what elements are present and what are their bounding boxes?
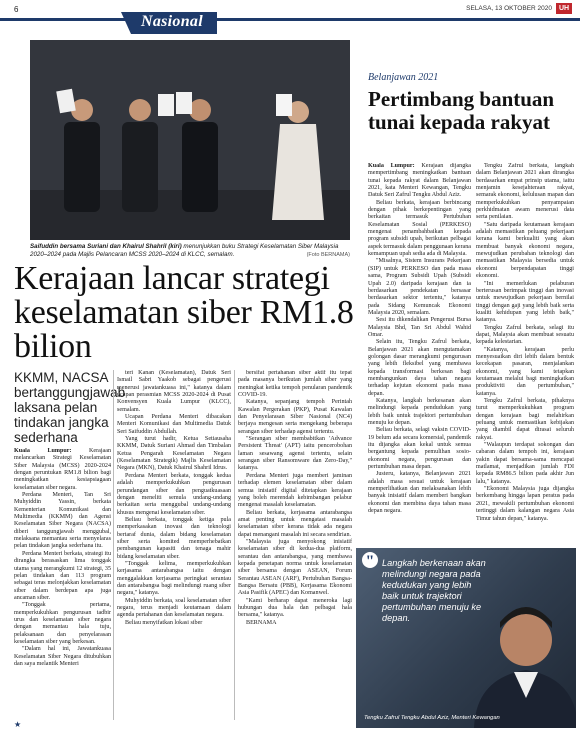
paragraph-text: "Katanya, kerajaan perlu menyesuaikan diri lebih dalam bentuk kecekapan pasaran, menjalankan ekonomi, yang kami tetapkan keutamaan melalui bagi meningkatkan produktiviti dan pertumbuhan," katanya. xyxy=(476,346,574,397)
paragraph-text: Muhyiddin berkata, soal keselamatan siber negara, terus menjadi keutamaan dalam agenda pertahanan dan keselamatan negara. xyxy=(117,597,231,619)
article-paragraph xyxy=(476,163,574,222)
paragraph-text: Perdana Menteri juga memberi jaminan terhadap elemen keselamatan siber dalam semua inisiatif digital ditetapkan kerajaan yang boleh merendah kebimbangan pelabur mengenai masalah keselamatan. xyxy=(238,472,352,509)
article-paragraph xyxy=(238,510,352,539)
caption-text: menunjukkan buku Strategi Keselamatan Siber Malaysia 2020–2024 pada Majlis Pelancaran MCSS 2020–2024 di KLCC, semalam. xyxy=(30,243,339,258)
paragraph-text: Yang turut hadir, Ketua Setiausaha KKMM, Datuk Suriani Ahmad dan Timbalan Ketua Pengarah Keselamatan Negara (Keselamatan Strategik) Majlis Keselamatan Negara (MKN), Datuk Khairul Shahril Idrus. xyxy=(117,436,231,472)
paragraph-text: "Ekonomi Malaysia juga dijangka berkembang hingga lapan peratus pada 2021, mewakili pertumbuhan ekonomi tertinggi dalam kalangan negara Asia Timur tahun depan," katanya. xyxy=(476,486,574,522)
caption-bold: Saifuddin bersama Suriani dan Khairul Shahril (kiri) xyxy=(30,243,182,250)
paragraph-text: Kerajaan dijangka mempertimbang meningkatkan bantuan tunai kepada rakyat dalam Belanjawan 2021, kata Menteri Kewangan, Tengku Datuk Seri Zafrul Tengku Abdul Aziz. xyxy=(368,163,471,199)
article-paragraph xyxy=(238,598,352,620)
paragraph-text: "Serangan siber membabitkan 'Advance Persistent Threat' (APT) iaitu pencerobohan laman sesawang agensi tertentu, selain serangan siber Ransomware dan Zero-Day," katanya. xyxy=(238,436,352,472)
side-column-d xyxy=(368,163,471,539)
article-paragraph xyxy=(368,317,471,339)
paragraph-text: bersifat pertahanan siber aktif itu tepat pada masanya berikutan jumlah siber yang meningkat ketika tempoh penularan pandemik COVID-19. xyxy=(238,370,352,399)
article-paragraph xyxy=(476,398,574,442)
side-photo xyxy=(356,548,576,728)
article-paragraph xyxy=(117,620,231,627)
paragraph-text: Beliau berkata, kerjasama antarabangsa amat penting untuk mengatasi masalah keselamatan siber kerana tidak ada negara dapat menangani masalah ini secara sendirian. xyxy=(238,509,352,538)
side-kicker: Belanjawan 2021 xyxy=(368,72,439,83)
main-column-a xyxy=(14,448,111,718)
quote-icon: " xyxy=(362,552,378,568)
logo-badge: UH xyxy=(556,3,572,14)
paragraph-text: teri Kanan (Keselamatan), Datuk Seri Ismail Sabri Yaakob sebagai pengerusi menerusi jawatankuasa ini," katanya dalam ucapan perasmian MCSS 2020-2024 di Pusat Konvensyen Kuala Lumpur (KLCC), semalam. xyxy=(117,370,231,413)
paragraph-text: Kerajaan melancarkan Strategi Keselamatan Siber Malaysia (MCSS) 2020-2024 dengan peruntukan RM1.8 bilion bagi meningkatkan kesiapsiagaan keselamatan siber negara. xyxy=(14,448,111,491)
side-column-e xyxy=(476,163,574,539)
paragraph-text: Tengku Zafrul berkata, langkah dalam Belanjawan 2021 akan dirangka berdasarkan empat prinsip utama, iaitu menjamin kesejahteraan rakyat, semarak ekonomi, kelulusan mapan dan memperkukuhkan penyampaian perkhidmatan awam menerusi data serta penilaian. xyxy=(476,163,574,221)
column-rule xyxy=(113,370,114,720)
paragraph-text: "Walaupun terdapat sokongan dan cabaran dalam tempoh ini, kerajaan yakin dapat bersama-sama mencapai matlamat, menjadikan jumlah FDI kepada RM86.5 bilion pada akhir Jun lalu," katanya. xyxy=(476,442,574,485)
paragraph-text: Tengku Zafrul berkata, selagi itu dapat, Malaysia akan membuat sesuatu kepada kelestarian. xyxy=(476,324,574,346)
article-paragraph xyxy=(14,448,111,492)
article-paragraph xyxy=(238,473,352,510)
article-paragraph xyxy=(476,442,574,486)
photo-credit: (Foto BERNAMA) xyxy=(306,252,350,258)
paragraph-text: Katanya, langkah berkesanan akan melindungi kepada pendudukan yang lebih baik untuk trajektori pertumbuhan menuju ke depan. xyxy=(368,398,471,427)
article-paragraph xyxy=(14,602,111,646)
section-tab: Nasional xyxy=(131,12,217,34)
article-paragraph xyxy=(476,222,574,281)
paragraph-text: "Kami berharap dapat meneroka lagi hubungan dua hala dan pelbagai hala bersama," katanya. xyxy=(238,597,352,619)
paragraph-text: "Satu daripada keutamaan kerajaan adalah memastikan peluang pekerjaan kerana kami berkualiti yang akan membuat banyak ekonomi negara, mewujudkan perubahan teknologi dan memastikan Malaysia bersedia untuk ekonomi berpendapatan tinggi ekonomi. xyxy=(476,221,574,280)
paragraph-text: "Tonggak pertama, memperkukuhkan pengurusan tadbir urus dan keselamatan siber negara dengan memantau hala tuju, pelaksanaan dan penyelarasan keselamatan siber yang berkesan. xyxy=(14,602,111,645)
article-paragraph xyxy=(368,339,471,398)
page-number: 6 xyxy=(14,5,19,14)
paragraph-text: "Tonggak kelima, memperkukuhkan kerjasama antarabangsa iaitu dengan menggalakkan kerjasama peringkat serantau dan antarabangsa bagi melindungi ruang siber negara," katanya. xyxy=(117,560,231,597)
article-paragraph xyxy=(238,370,352,399)
paragraph-text: Perdana Menteri berkata, strategi itu dirangka berasaskan lima tonggak utama yang merangkumi 12 strategi, 35 pelan tindakan dan 113 program sebagai teras melonjakkan keselamatan siber dalam berdepan apa juga ancaman siber. xyxy=(14,550,111,601)
article-paragraph xyxy=(117,414,231,436)
article-paragraph xyxy=(368,398,471,427)
article-paragraph xyxy=(14,492,111,551)
article-paragraph xyxy=(117,598,231,620)
article-paragraph xyxy=(117,473,231,517)
main-headline: Kerajaan lancar strategi keselamatan siber RM1.8 bilion xyxy=(14,260,354,365)
paragraph-text: Sesi itu dikendalikan Pengerusi Bursa Malaysia Bhd, Tan Sri Abdul Wahid Omar. xyxy=(368,317,471,338)
article-paragraph xyxy=(476,281,574,325)
paragraph-text: Justeru, katanya, Belanjawan 2021 adalah masa sesuai untuk kerajaan memperlihatkan dan melaksanakan lebih banyak inisiatif dalam memberi bangkan ekonomi dan membina daya tahan masa depan negara. xyxy=(368,471,471,515)
article-paragraph xyxy=(368,200,471,259)
main-subhead: KKMM, NACSA bertanggungjawab laksana pelan tindakan jangka sederhana xyxy=(14,370,126,445)
paragraph-text: "Misalnya, Sistem Insurans Pekerjaan (SIP) untuk PERKESO dan pada masa sama, Program Subsidi Upah (Subsidi Upah 2.0) daripada kerajaan dan ia berdasarkan pendekatan bersasar berdasarkan sektor tertentu," katanya pada Sidang Kemuncak Ekonomi Malaysia 2020, semalam. xyxy=(368,258,471,316)
paragraph-text: Katanya, sepanjang tempoh Perintah Kawalan Pergerakan (PKP), Pusat Kawalan dan Penyelarasan Siber Nasional (NC4) berjaya mengesan serta mengekang beberapa serangan siber terhadap agensi tertentu. xyxy=(238,399,352,435)
paragraph-text: "Malaysia juga menyokong inisiatif keselamatan siber di kedua-dua platform, serantau dan antarabangsa, yang membawa kepada penetapan norma untuk keselamatan siber bersama dengan ASEAN, Forum Serantau ASEAN (ARF), Pertubuhan Bangsa-Bangsa Bersatu (PBB), Kerjasama Ekonomi Asia Pasifik (APEC) dan Komanwel. xyxy=(238,538,352,597)
article-paragraph xyxy=(117,561,231,598)
article-paragraph xyxy=(476,325,574,347)
article-paragraph xyxy=(238,436,352,473)
article-paragraph xyxy=(238,539,352,598)
paragraph-text: "Ini memerlukan pelaburan berterusan berimpak tinggi dan inovasi untuk mewujudkan pekerjaan bernilai tinggi dengan gaji yang lebih baik serta kualiti kehidupan yang lebih baik," katanya. xyxy=(476,280,574,324)
paragraph-text: Perdana Menteri, Tan Sri Muhyiddin Yassin, berkata Kementerian Komunikasi dan Multimedia (KKMM) dan Agensi Keselamatan Siber Negara (NACSA) diberi tanggungjawab menggubal, melaksana memantau serta menyelaras pelan tindakan jangka sederhana itu. xyxy=(14,492,111,550)
paragraph-text: BERNAMA xyxy=(246,619,277,626)
paragraph-text: Beliau berkata, kerajaan berbincang dengan pihak berkepentingan yang berkaitan termasuk Pertubuhan Keselamatan Sosial (PERKESO) mengenai penambahbaikan kepada program subsidi upah, berikutan pelbagai aspek termasuk dalam penggunaan kerana kemampuan upah sedia ada di Malaysia. xyxy=(368,199,471,258)
article-paragraph xyxy=(14,646,111,668)
main-photo-caption xyxy=(30,243,350,259)
article-paragraph xyxy=(368,163,471,200)
article-paragraph xyxy=(14,551,111,602)
column-rule xyxy=(234,370,235,720)
article-paragraph xyxy=(117,436,231,473)
article-paragraph xyxy=(117,370,231,414)
paragraph-text: Beliau berkata, tonggak ketiga pula memperkasakan inovasi dan teknologi bertaraf dunia, dalam bidang keselamatan siber serta komited memperhebatkan pembangunan kapasiti dan tenaga mahir bidang keselamatan siber. xyxy=(117,516,231,560)
date-line: SELASA, 13 OKTOBER 2020 xyxy=(466,5,552,12)
press-photo-illustration xyxy=(30,40,350,240)
dateline: Kuala Lumpur: xyxy=(14,448,72,454)
dateline: Kuala Lumpur: xyxy=(368,163,415,169)
footer-star-icon: ★ xyxy=(14,720,22,729)
paragraph-text: Beliau berkata, selagi vaksin COVID-19 belum ada secara komersial, pandemik itu dijangka akan kekal untuk semua bergantung kepada pemulihan sosio-ekonomi negara, pengurusan dan pertumbuhan masa depan. xyxy=(368,427,471,471)
side-photo-caption: Tengku Zafrul Tengku Abdul Aziz, Menteri Kewangan xyxy=(364,715,500,721)
main-column-b xyxy=(117,370,231,718)
main-column-c xyxy=(238,370,352,718)
paragraph-text: Beliau menyifatkan lokasi siber xyxy=(125,619,203,626)
masthead-rule xyxy=(0,18,580,21)
pull-quote: Langkah berkenaan akan melindungi negara pada kedudukan yang lebih baik untuk trajektori pertumbuhan menuju ke depan. xyxy=(382,558,486,623)
paragraph-text: Selain itu, Tengku Zafrul berkata, Belanjawan 2021 akan mengutamakan golongan dasar merangkumi pengurusan yang lebih fleksibel yang membawa kepada transformasi berkesan bagi membangunkan daya tahan negara terhadap kejutan ekonomi pada masa depan. xyxy=(368,339,471,397)
side-headline: Pertimbang bantuan tunai kepada rakyat xyxy=(368,87,555,134)
article-paragraph xyxy=(368,258,471,317)
article-paragraph xyxy=(368,471,471,515)
article-paragraph xyxy=(476,486,574,523)
article-paragraph xyxy=(368,427,471,471)
main-photo xyxy=(30,40,350,240)
paragraph-text: Perdana Menteri berkata, tonggak kedua adalah memperkukuhkan pengurusan perundangan siber dan penguatkuasaan dengan meneliti semula undang-undang berkaitan serta menggubal undang-undang khusus mengenai keselamatan siber. xyxy=(117,472,231,516)
article-paragraph xyxy=(238,399,352,436)
article-paragraph xyxy=(238,620,352,627)
paragraph-text: Tengku Zafrul berkata, pihaknya turut memperkukuhkan program dengan kerajaan bagi melahirkan peluang untuk memastikan kebijakan yang diambil dapat dirasai seluruh rakyat. xyxy=(476,398,574,441)
article-paragraph xyxy=(476,347,574,398)
article-paragraph xyxy=(117,517,231,561)
paragraph-text: Ucapan Perdana Menteri dibacakan Menteri Komunikasi dan Multimedia Datuk Seri Saifuddin Abdullah. xyxy=(117,414,231,435)
paragraph-text: "Dalam hal ini, Jawatankuasa Keselamatan Siber Negara ditubuhkan dan saya melantik Menteri xyxy=(14,646,111,667)
